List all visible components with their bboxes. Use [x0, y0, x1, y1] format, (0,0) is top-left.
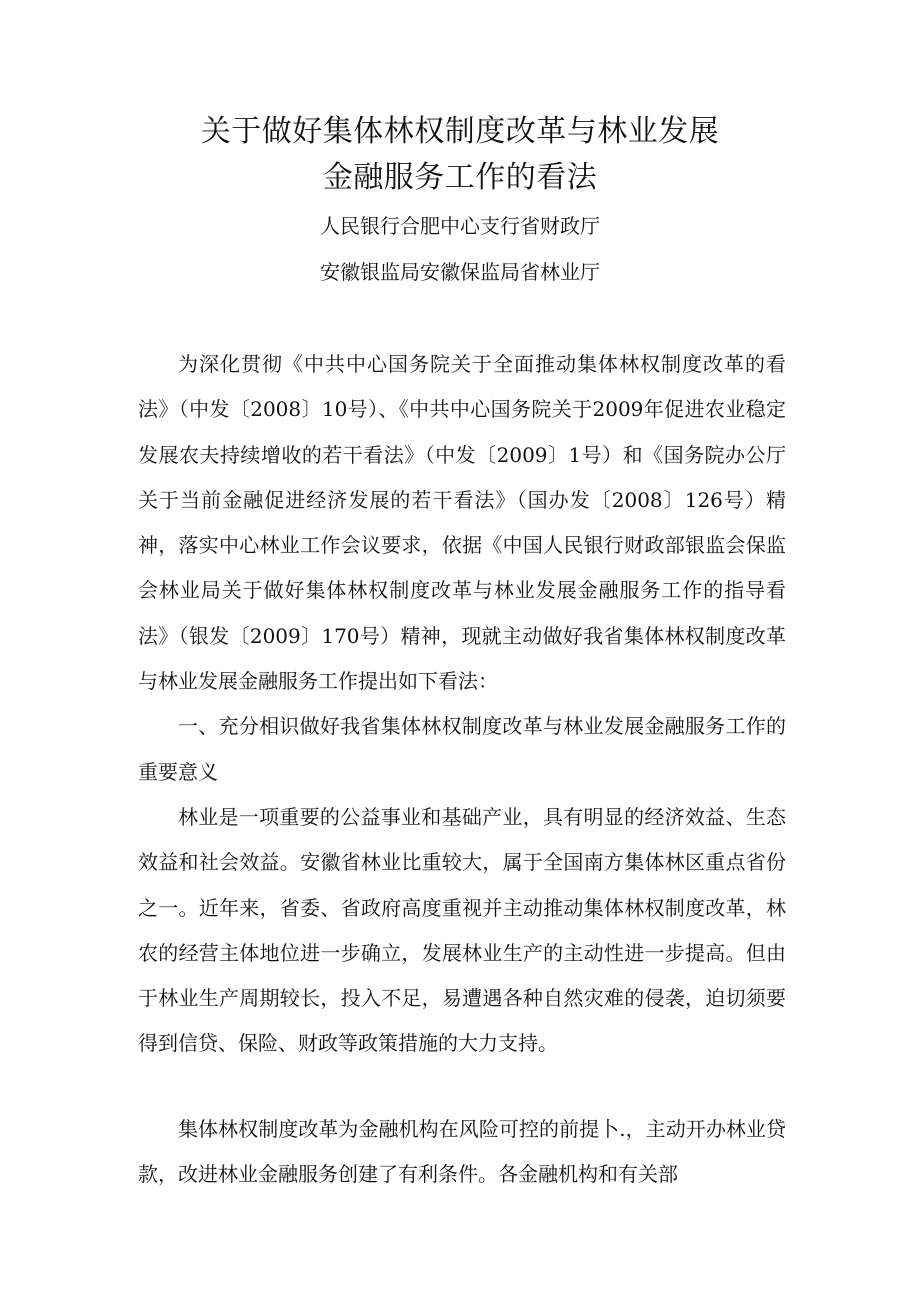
document-title-line-1: 关于做好集体林权制度改革与林业发展 [200, 114, 720, 149]
document-body [138, 342, 786, 1067]
issuing-authorities-line-1: 人民银行合肥中心支行省财政厅 [320, 214, 600, 238]
issuing-authorities-line-2: 安徽银监局安徽保监局省林业厅 [320, 260, 600, 284]
section-heading-1: 一、充分相识做好我省集体林权制度改革与林业发展金融服务工作的重要意义 [138, 714, 786, 784]
document-title-line-2: 金融服务工作的看法 [322, 160, 598, 195]
paragraph-intro: 为深化贯彻《中共中心国务院关于全面推动集体林权制度改革的看法》（中发〔2008〕10号）、《中共中心国务院关于2009年促进农业稳定发展农夫持续增收的若干看法》（中发〔2009〕1号）和《国务院办公厅关于当前金融促进经济发展的若干看法》（国办发〔2008〕126号）精神，落实中心林业工作会议要求，依据《中国人民银行财政部银监会保监会林业局关于做好集体林权制度改革与林业发展金融服务工作的指导看法》（银发〔2009〕170号）精神，现就主动做好我省集体林权制度改革与林业发展金融服务工作提出如下看法： [138, 352, 786, 694]
paragraph-reform-conditions: 集体林权制度改革为金融机构在风险可控的前提卜.，主动开办林业贷款，改进林业金融服务创建了有利条件。各金融机构和有关部 [138, 1117, 786, 1187]
paragraph-forestry-importance: 林业是一项重要的公益事业和基础产业，具有明显的经济效益、生态效益和社会效益。安徽省林业比重较大，属于全国南方集体林区重点省份之一。近年来，省委、省政府高度重视并主动推动集体林权制度改革，林农的经营主体地位进一步确立，发展林业生产的主动性进一步提高。但由于林业生产周期较长，投入不足，易遭遇各种自然灾难的侵袭，迫切须要得到信贷、保险、财政等政策措施的大力支持。 [138, 804, 786, 1056]
document-body-continued [138, 1107, 786, 1198]
